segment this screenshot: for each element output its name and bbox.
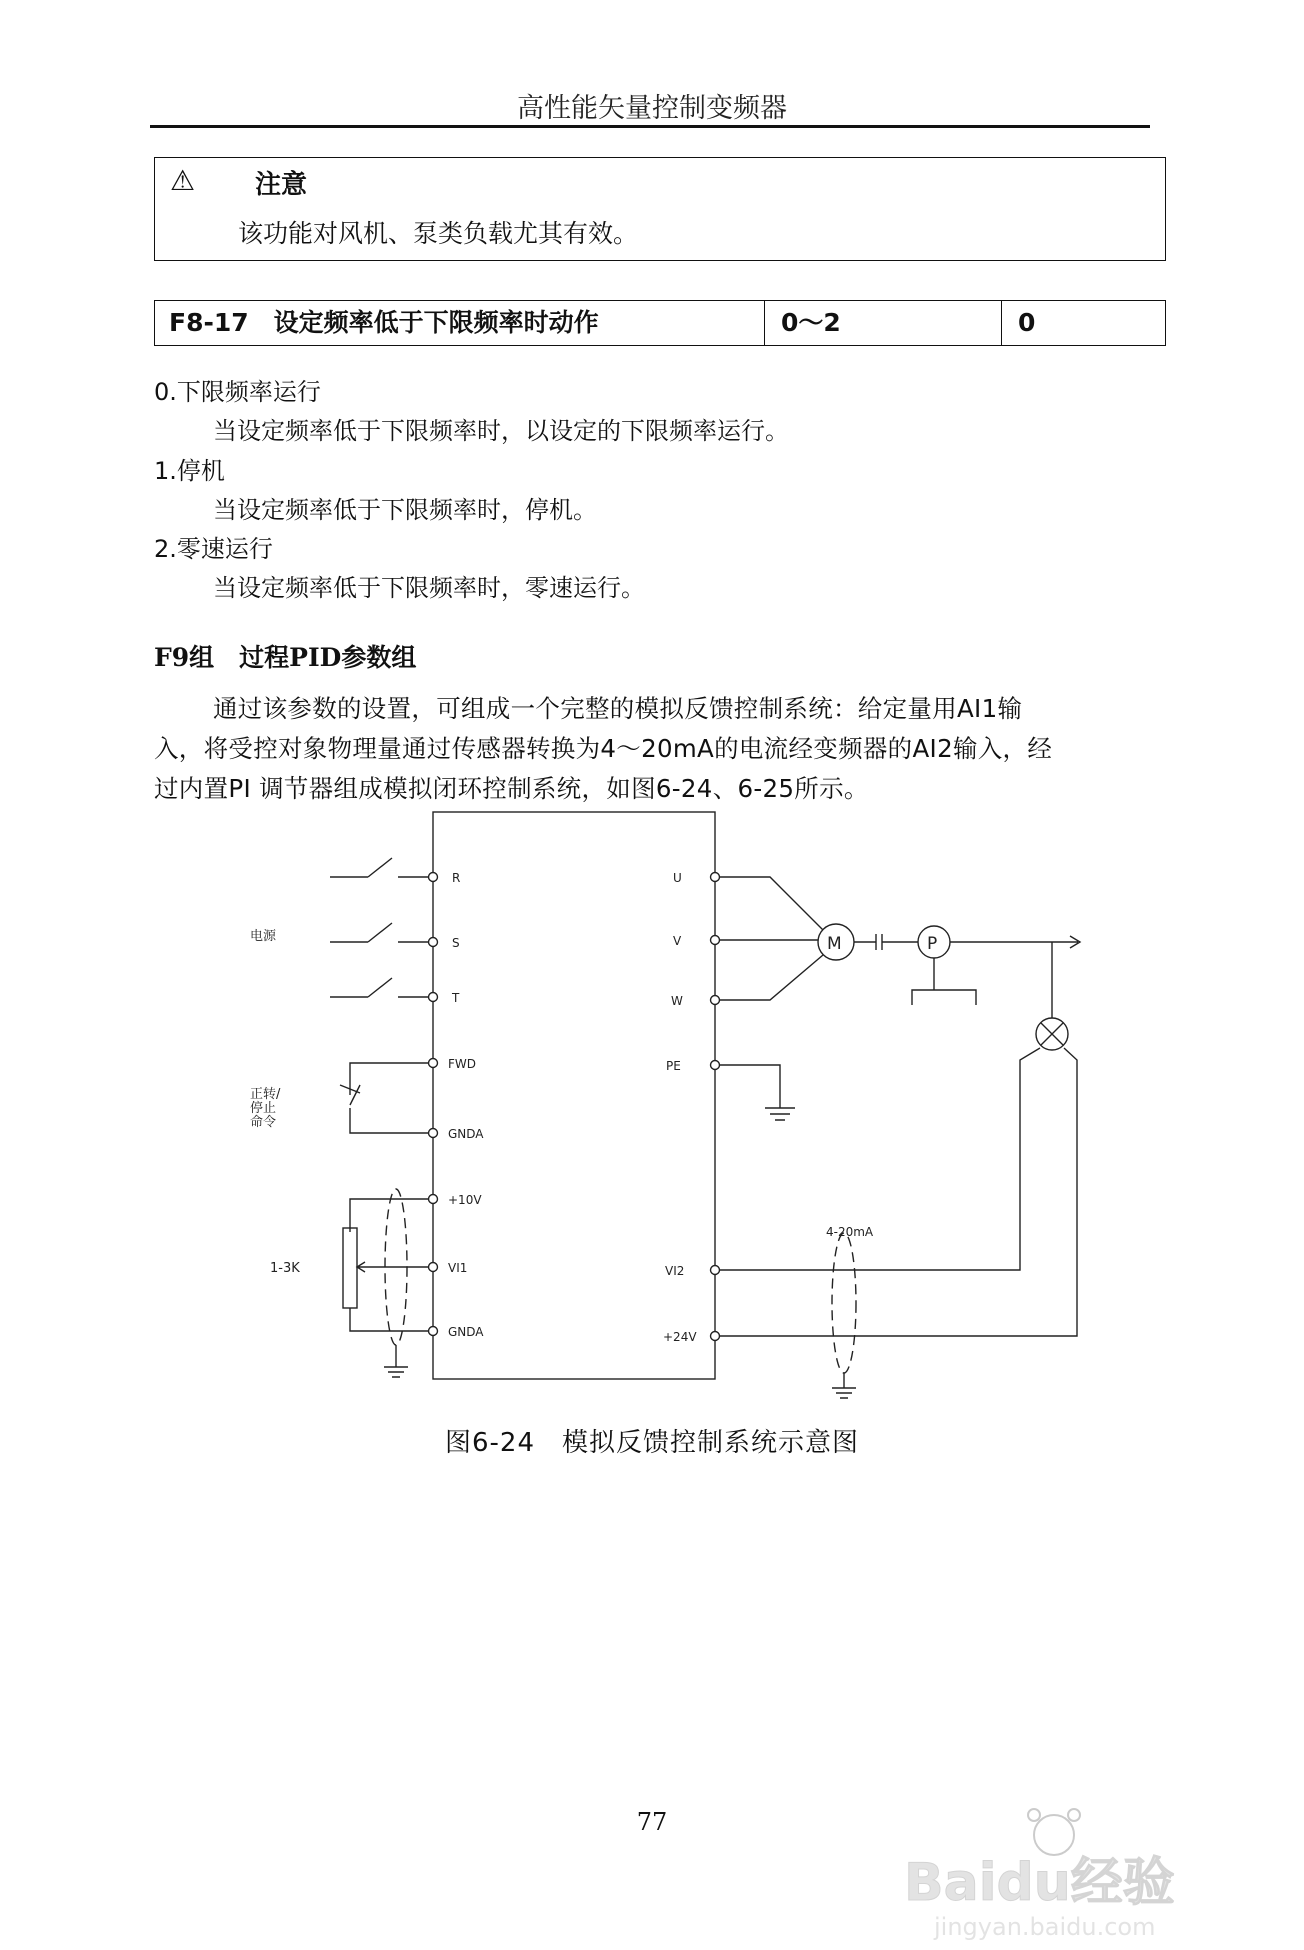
section-title: F9组 过程PID参数组	[154, 643, 417, 672]
param-range: 0～2	[765, 301, 1002, 345]
power-label: 电源	[250, 929, 277, 944]
terminal-label: R	[452, 871, 461, 885]
option-2-desc: 当设定频率低于下限频率时，零速运行。	[213, 574, 645, 602]
terminal-label: +24V	[663, 1330, 697, 1344]
terminal-label: VI1	[448, 1261, 468, 1275]
paragraph-line: 入，将受控对象物理量通过传感器转换为4～20mA的电流经变频器的AI2输入，经	[154, 734, 1053, 763]
watermark-brand: Baidu经验	[904, 1853, 1175, 1913]
option-1-label: 1.停机	[154, 457, 225, 485]
notice-text: 该功能对风机、泵类负载尤其有效。	[238, 219, 639, 248]
figure-caption: 图6-24 模拟反馈控制系统示意图	[444, 1428, 859, 1458]
baidu-watermark	[894, 1795, 1224, 1945]
terminal-label: V	[673, 934, 682, 948]
terminal-label: GNDA	[448, 1127, 484, 1141]
warning-triangle-icon: ⚠	[170, 164, 196, 197]
param-code-name: F8-17 设定频率低于下限频率时动作	[155, 301, 765, 345]
terminal-label: PE	[666, 1059, 681, 1073]
inverter-body	[433, 812, 715, 1379]
option-0-label: 0.下限频率运行	[154, 378, 321, 406]
option-1-desc: 当设定频率低于下限频率时，停机。	[213, 496, 597, 524]
terminal-label: GNDA	[448, 1325, 484, 1339]
terminal-label: +10V	[448, 1193, 482, 1207]
command-label: 停止	[250, 1101, 277, 1116]
motor-symbol: M	[827, 934, 842, 954]
terminal-label: U	[673, 871, 682, 885]
command-label: 命令	[250, 1115, 277, 1130]
paragraph-line: 通过该参数的设置，可组成一个完整的模拟反馈控制系统：给定量用AI1输	[213, 694, 1023, 723]
notice-title: 注意	[255, 170, 308, 200]
running-header: 高性能矢量控制变频器	[517, 93, 787, 124]
pump-symbol: P	[927, 934, 938, 954]
current-label: 4-20mA	[826, 1225, 874, 1239]
pot-label: 1-3K	[270, 1261, 300, 1276]
page-number: 77	[636, 1808, 668, 1836]
terminal-label: T	[452, 991, 460, 1005]
terminal-label: W	[671, 994, 683, 1008]
command-label: 正转/	[250, 1087, 281, 1102]
option-2-label: 2.零速运行	[154, 535, 273, 563]
paragraph-line: 过内置PI 调节器组成模拟闭环控制系统，如图6-24、6-25所示。	[154, 774, 869, 803]
terminal-label: FWD	[448, 1057, 477, 1071]
option-0-desc: 当设定频率低于下限频率时，以设定的下限频率运行。	[213, 417, 789, 445]
param-default: 0	[1018, 308, 1036, 337]
watermark-url: jingyan.baidu.com	[934, 1913, 1156, 1941]
terminal-label: VI2	[665, 1264, 685, 1278]
terminal-label: S	[452, 936, 460, 950]
